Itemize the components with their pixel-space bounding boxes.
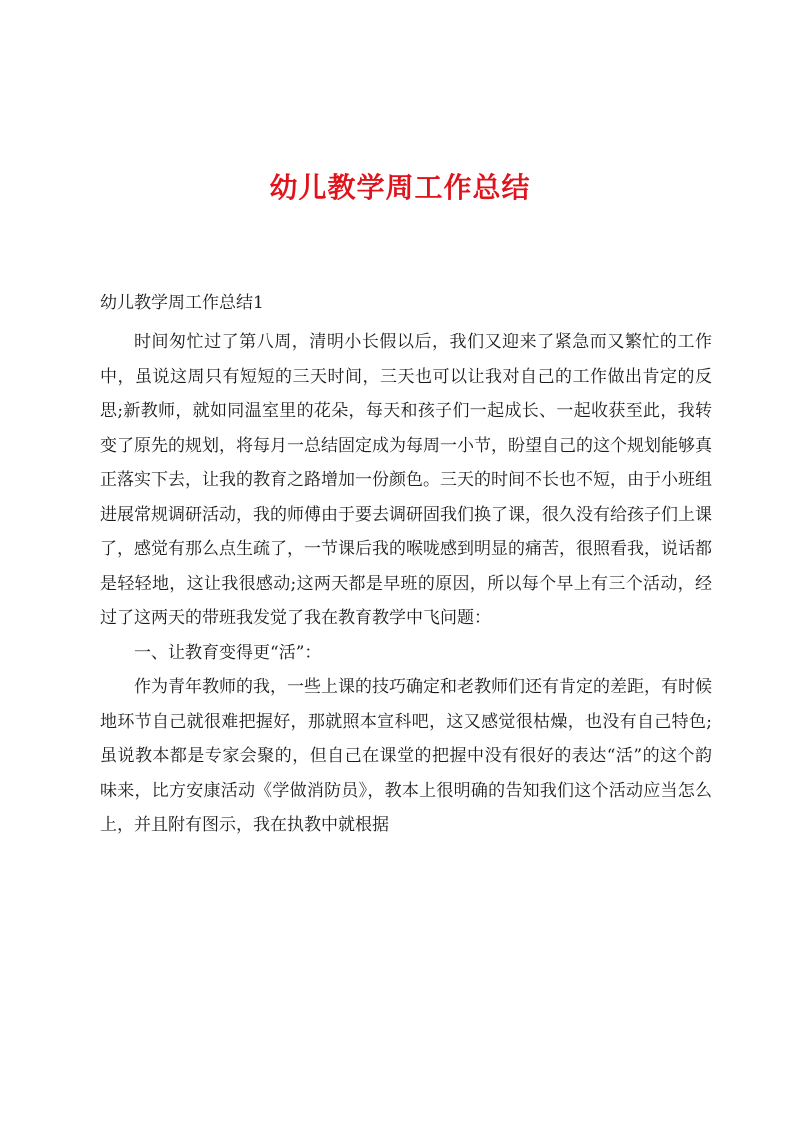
document-title: 幼儿教学周工作总结 xyxy=(269,171,531,204)
paragraph-subheading: 一、让教育变得更“活”： xyxy=(134,642,322,663)
section-heading: 幼儿教学周工作总结1 xyxy=(100,293,264,313)
paragraph-intro: 时间匆忙过了第八周，清明小长假以后，我们又迎来了紧急而又繁忙的工作中，虽说这周只有短短的三天时间，三天也可以让我对自己的工作做出肯定的反思;新教师，就如同温室里的花朵，每天和孩子们一起成长、一起收获至此，我转变了原先的规划，将每月一总结固定成为每周一小节，盼望自己的这个规划能够真正落实下去，让我的教育之路增加一份颜色。三天的时间不长也不短，由于小班组进展常规调研活动，我的师傅由于要去调研固我们换了课，很久没有给孩子们上课了，感觉有那么点生疏了，一节课后我的喉咙感到明显的痛苦，很照看我，说话都是轻轻地，这让我很感动;这两天都是早班的原因，所以每个早上有三个活动，经过了这两天的带班我发觉了我在教育教学中飞问题： xyxy=(100,332,712,628)
document-body xyxy=(100,325,712,843)
paragraph-body: 作为青年教师的我，一些上课的技巧确定和老教师们还有肯定的差距，有时候地环节自己就很难把握好，那就照本宣科吧，这又感觉很枯燥，也没有自己特色;虽说教本都是专家会聚的，但自己在课堂的把握中没有很好的表达“活”的这个韵味来，比方安康活动《学做消防员》，教本上很明确的告知我们这个活动应当怎么上，并且附有图示，我在执教中就根据 xyxy=(100,677,712,835)
